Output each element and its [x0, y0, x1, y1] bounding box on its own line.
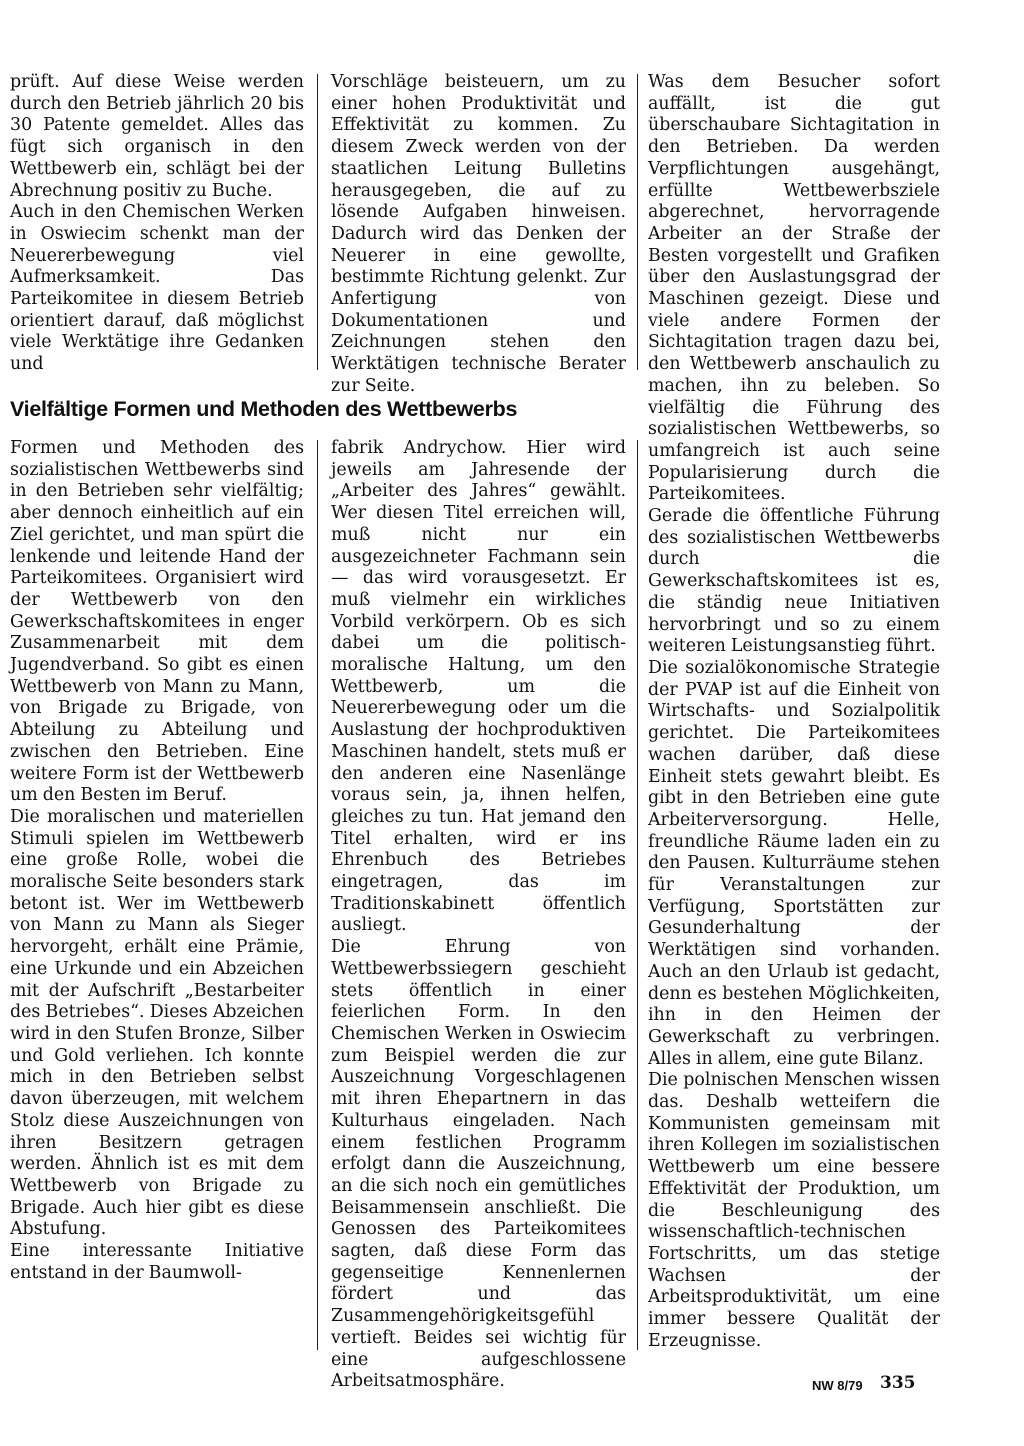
column-3 — [648, 72, 940, 1352]
paragraph: Die polnischen Menschen wissen das. Deshalb wetteifern die Kommunisten gemeinsam mit ihren Kollegen im sozialistischen Wettbewerb um eine bessere Effektivität der Produktion, um die Beschleunigung des wissenschaftlich-technischen Fortschritts, um das stetige Wachsen der Arbeitsproduktivität, um eine immer bessere Qualität der Erzeugnisse. — [648, 1070, 940, 1351]
paragraph: Gerade die öffentliche Führung des sozialistischen Wettbewerbs durch die Gewerkschaftskomitees ist es, die ständig neue Initiativen hervorbringt und so zu einem weiteren Leistungsanstieg führt. — [648, 506, 940, 657]
column-2-top — [331, 72, 626, 398]
paragraph: Formen und Methoden des sozialistischen Wettbewerbs sind in den Betrieben sehr vielfältig; aber dennoch einheitlich auf ein Ziel gerichtet, und man spürt die lenkende und leitende Hand der Parteikomitees. Organisiert wird der Wettbewerb von den Gewerkschaftskomitees in enger Zusammenarbeit mit dem Jugendverband. So gibt es einen Wettbewerb von Mann zu Mann, von Brigade zu Brigade, von Abteilung zu Abteilung und zwischen den Betrieben. Eine weitere Form ist der Wettbewerb um den Besten im Beruf. — [10, 438, 304, 806]
issue-label: NW 8/79 — [812, 1378, 863, 1393]
column-rule — [637, 74, 638, 370]
column-rule — [637, 440, 638, 1350]
column-2-bottom — [331, 438, 626, 1393]
page-number: 335 — [880, 1373, 916, 1393]
paragraph: Auch in den Chemischen Werken in Oswiecim schenkt man der Neuererbewegung viel Aufmerksamkeit. Das Parteikomitee in diesem Betrieb orientiert darauf, daß möglichst viele Werktätige ihre Gedanken und — [10, 202, 304, 375]
paragraph: Die Ehrung von Wettbewerbssiegern geschieht stets öffentlich in einer feierlichen Form. In den Chemischen Werken in Oswiecim zum Beispiel werden die zur Auszeichnung Vorgeschlagenen mit ihren Ehepartnern in das Kulturhaus eingeladen. Nach einem festlichen Programm erfolgt dann die Auszeichnung, an die sich noch ein gemütliches Beisammensein anschließt. Die Genossen des Parteikomitees sagten, daß diese Form das gegenseitige Kennenlernen fördert und das Zusammengehörigkeitsgefühl vertieft. Beides sei wichtig für eine aufgeschlossene Arbeitsatmosphäre. — [331, 937, 626, 1392]
paragraph: Die moralischen und materiellen Stimuli spielen im Wettbewerb eine große Rolle, wobei die moralische Seite besonders stark betont ist. Wer im Wettbewerb von Mann zu Mann als Sieger hervorgeht, erhält eine Prämie, eine Urkunde und ein Abzeichen mit der Aufschrift „Bestarbeiter des Betriebes“. Dieses Abzeichen wird in den Stufen Bronze, Silber und Gold verliehen. Ich konnte mich in den Betrieben selbst davon überzeugen, mit welchem Stolz diese Auszeichnungen von ihren Besitzern getragen werden. Ähnlich ist es mit dem Wettbewerb von Brigade zu Brigade. Auch hier gibt es diese Abstufung. — [10, 806, 304, 1240]
paragraph: Vorschläge beisteuern, um zu einer hohen Produktivität und Effektivität zu kommen. Zu diesem Zweck werden von der staatlichen Leitung Bulletins herausgegeben, die auf zu lösende Aufgaben hinweisen. Dadurch wird das Denken der Neuerer in eine gewollte, bestimmte Richtung gelenkt. Zur Anfertigung von Dokumentationen und Zeichnungen stehen den Werktätigen technische Berater zur Seite. — [331, 72, 626, 396]
section-heading: Vielfältige Formen und Methoden des Wettbewerbs — [10, 397, 518, 421]
column-rule — [317, 440, 318, 1350]
column-1-bottom — [10, 438, 304, 1284]
paragraph: Die sozialökonomische Strategie der PVAP ist auf die Einheit von Wirtschafts- und Sozialpolitik gerichtet. Die Parteikomitees wachen darüber, daß diese Einheit stets gewahrt bleibt. Es gibt in den Betrieben eine gute Arbeiterversorgung. Helle, freundliche Räume laden ein zu den Pausen. Kulturräume stehen für Veranstaltungen zur Verfügung, Sportstätten zur Gesunderhaltung der Werktätigen sind vorhanden. Auch an den Urlaub ist gedacht, denn es bestehen Möglichkeiten, ihn in den Heimen der Gewerkschaft zu verbringen. Alles in allem, eine gute Bilanz. — [648, 657, 940, 1069]
paragraph: fabrik Andrychow. Hier wird jeweils am Jahresende der „Arbeiter des Jahres“ gewählt. Wer diesen Titel erreichen will, muß nicht nur ein ausgezeichneter Fachmann sein — das wird vorausgesetzt. Er muß vielmehr ein wirkliches Vorbild verkörpern. Ob es sich dabei um die politisch-moralische Haltung, um den Wettbewerb, um die Neuererbewegung oder um die Auslastung der hochproduktiven Maschinen handelt, stets muß er den anderen eine Nasenlänge voraus sein, ja, ihnen helfen, gleiches zu tun. Hat jemand den Titel erhalten, wird er ins Ehrenbuch des Betriebes eingetragen, das im Traditionskabinett öffentlich ausliegt. — [331, 438, 626, 936]
paragraph: Eine interessante Initiative entstand in der Baumwoll- — [10, 1241, 304, 1283]
column-1-top — [10, 72, 304, 376]
paragraph: prüft. Auf diese Weise werden durch den Betrieb jährlich 20 bis 30 Patente gemeldet. Alles das fügt sich organisch in den Wettbewerb ein, schlägt bei der Abrechnung positiv zu Buche. — [10, 72, 304, 201]
column-rule — [317, 74, 318, 370]
paragraph: Was dem Besucher sofort auffällt, ist die gut überschaubare Sichtagitation in den Betrieben. Da werden Verpflichtungen ausgehängt, erfüllte Wettbewerbsziele abgerechnet, hervorragende Arbeiter an der Straße der Besten vorgestellt und Grafiken über den Auslastungsgrad der Maschinen gezeigt. Diese und viele andere Formen der Sichtagitation tragen dazu bei, den Wettbewerb anschaulich zu machen, ihn zu beleben. So vielfältig die Führung des sozialistischen Wettbewerbs, so umfangreich ist auch seine Popularisierung durch die Parteikomitees. — [648, 72, 940, 505]
